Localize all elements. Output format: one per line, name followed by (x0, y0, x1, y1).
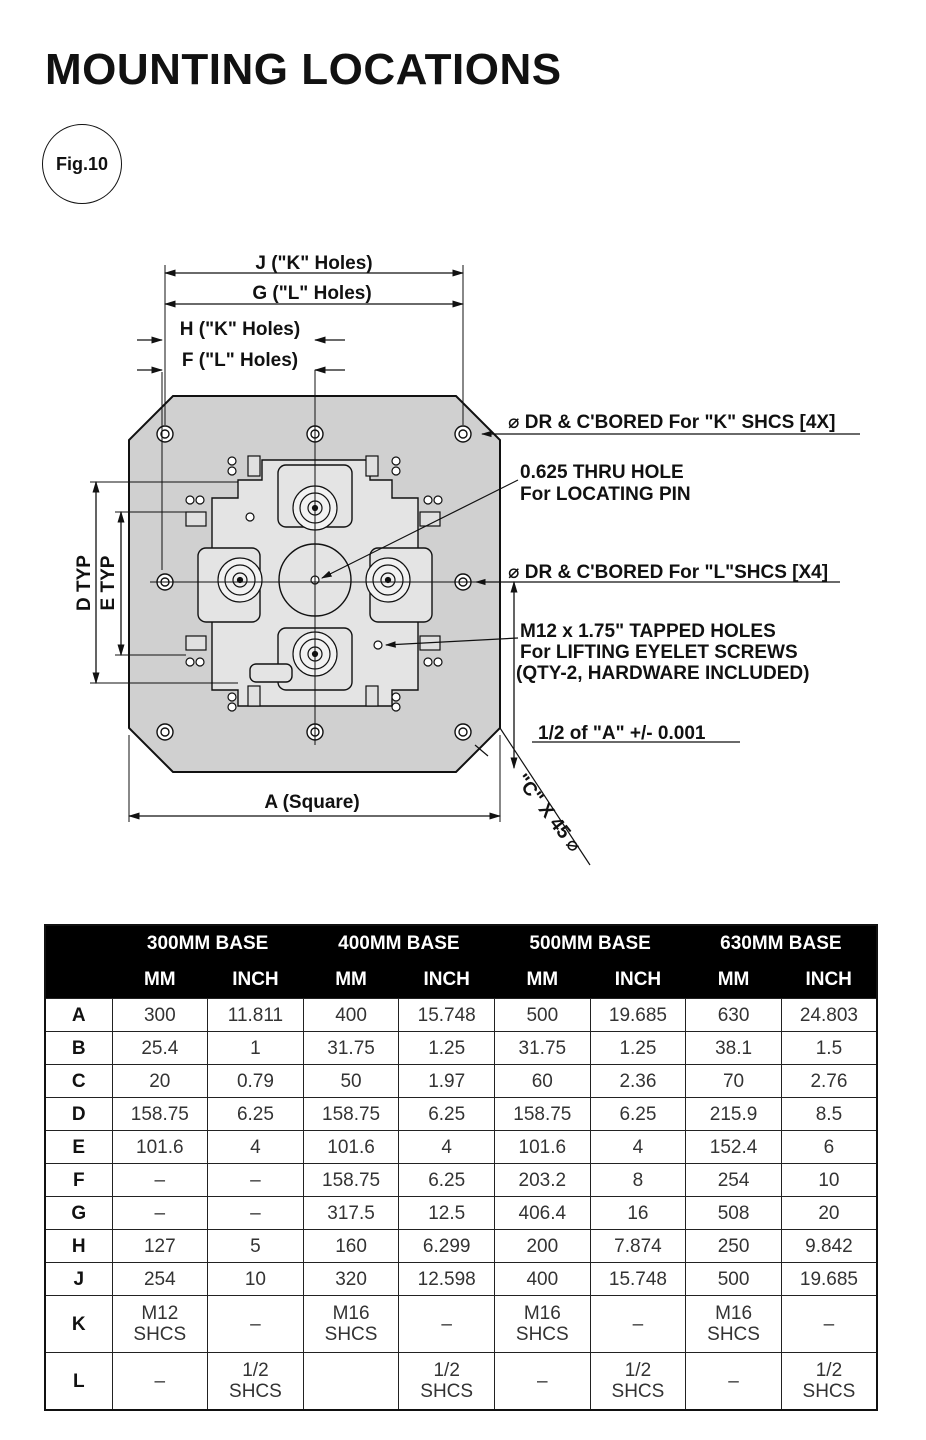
table-cell: 320 (303, 1263, 399, 1296)
table-cell: 158.75 (303, 1098, 399, 1131)
table-cell: – (208, 1197, 304, 1230)
table-cell: 6.299 (399, 1230, 495, 1263)
table-cell: 1.25 (399, 1032, 495, 1065)
row-label: G (45, 1197, 112, 1230)
group-header: 400MM BASE (303, 925, 494, 962)
table-cell: 2.36 (590, 1065, 686, 1098)
table-cell: – (590, 1296, 686, 1353)
table-unit-header (45, 962, 877, 999)
row-label: B (45, 1032, 112, 1065)
table-cell: 31.75 (303, 1032, 399, 1065)
table-cell: – (399, 1296, 495, 1353)
table-cell: – (495, 1353, 591, 1411)
table-cell: 50 (303, 1065, 399, 1098)
table-cell: – (781, 1296, 877, 1353)
table-cell (303, 1353, 399, 1411)
table-cell: 5 (208, 1230, 304, 1263)
table-cell: 158.75 (495, 1098, 591, 1131)
unit-header: MM (495, 962, 591, 999)
table-cell: 31.75 (495, 1032, 591, 1065)
table-cell: 6 (781, 1131, 877, 1164)
dim-c-label: "C" X 45 ⌀ (511, 770, 585, 857)
table-row (45, 1353, 877, 1411)
dim-j-label: J ("K" Holes) (255, 253, 373, 274)
table-cell: 101.6 (303, 1131, 399, 1164)
unit-header: INCH (590, 962, 686, 999)
unit-header: MM (303, 962, 399, 999)
row-label: F (45, 1164, 112, 1197)
table-cell: 152.4 (686, 1131, 782, 1164)
table-cell: 16 (590, 1197, 686, 1230)
table-cell: 400 (303, 999, 399, 1032)
table-cell: 1.25 (590, 1032, 686, 1065)
table-row (45, 999, 877, 1032)
table-row (45, 1230, 877, 1263)
table-cell: 10 (781, 1164, 877, 1197)
table-cell: 101.6 (495, 1131, 591, 1164)
table-cell: 6.25 (399, 1164, 495, 1197)
table-cell: 250 (686, 1230, 782, 1263)
table-row (45, 1197, 877, 1230)
table-cell: 4 (590, 1131, 686, 1164)
row-label: E (45, 1131, 112, 1164)
table-cell: 200 (495, 1230, 591, 1263)
table-cell: 4 (399, 1131, 495, 1164)
header-blank (45, 962, 112, 999)
dim-d-label: D TYP (74, 555, 95, 611)
table-cell: 158.75 (112, 1098, 208, 1131)
table-cell: 0.79 (208, 1065, 304, 1098)
dim-g-label: G ("L" Holes) (252, 283, 372, 304)
table-cell: 15.748 (590, 1263, 686, 1296)
table-cell: – (208, 1296, 304, 1353)
table-row (45, 1098, 877, 1131)
table-cell: – (112, 1197, 208, 1230)
table-cell: 630 (686, 999, 782, 1032)
table-cell: 19.685 (590, 999, 686, 1032)
table-cell: 254 (686, 1164, 782, 1197)
table-row (45, 1065, 877, 1098)
table-cell: 400 (495, 1263, 591, 1296)
callout-l-holes: ⌀ DR & C'BORED For "L"SHCS [X4] (508, 562, 829, 583)
table-cell: M16 SHCS (303, 1296, 399, 1353)
unit-header: MM (112, 962, 208, 999)
table-cell: 38.1 (686, 1032, 782, 1065)
callout-m12-3: (QTY-2, HARDWARE INCLUDED) (516, 663, 810, 684)
dim-a-label: A (Square) (264, 792, 360, 813)
table-cell: 254 (112, 1263, 208, 1296)
callout-k-holes: ⌀ DR & C'BORED For "K" SHCS [4X] (508, 412, 836, 433)
table-group-header (45, 925, 877, 962)
table-row (45, 1263, 877, 1296)
group-header: 630MM BASE (686, 925, 877, 962)
page-title: MOUNTING LOCATIONS (45, 45, 562, 94)
table-cell: 6.25 (208, 1098, 304, 1131)
table-cell: 101.6 (112, 1131, 208, 1164)
group-header: 500MM BASE (495, 925, 686, 962)
table-cell: 11.811 (208, 999, 304, 1032)
row-label: H (45, 1230, 112, 1263)
row-label: D (45, 1098, 112, 1131)
table-cell: 1.97 (399, 1065, 495, 1098)
table-row (45, 1131, 877, 1164)
table-cell: 20 (781, 1197, 877, 1230)
table-row (45, 1296, 877, 1353)
dim-f-label: F ("L" Holes) (181, 350, 299, 371)
table-cell: 158.75 (303, 1164, 399, 1197)
row-label: C (45, 1065, 112, 1098)
table-cell: 6.25 (590, 1098, 686, 1131)
table-cell: 203.2 (495, 1164, 591, 1197)
table-cell: 8 (590, 1164, 686, 1197)
table-cell: 406.4 (495, 1197, 591, 1230)
header-blank (45, 925, 112, 962)
callout-m12-2: For LIFTING EYELET SCREWS (520, 642, 798, 663)
table-cell: 1/2 SHCS (781, 1353, 877, 1411)
table-cell: 24.803 (781, 999, 877, 1032)
callout-thru-hole-1: 0.625 THRU HOLE (520, 462, 684, 483)
table-cell: – (686, 1353, 782, 1411)
table-cell: 9.842 (781, 1230, 877, 1263)
table-cell: M16 SHCS (495, 1296, 591, 1353)
table-cell: 160 (303, 1230, 399, 1263)
table-cell: – (112, 1353, 208, 1411)
unit-header: INCH (781, 962, 877, 999)
dimensions-table (44, 924, 878, 1411)
dim-h-label: H ("K" Holes) (179, 319, 301, 340)
table-cell: 6.25 (399, 1098, 495, 1131)
table-cell: 19.685 (781, 1263, 877, 1296)
callout-m12-1: M12 x 1.75" TAPPED HOLES (520, 621, 776, 642)
table-cell: 1 (208, 1032, 304, 1065)
table-cell: 20 (112, 1065, 208, 1098)
table-cell: 15.748 (399, 999, 495, 1032)
mounting-drawing (0, 230, 926, 880)
table-row (45, 1164, 877, 1197)
unit-header: INCH (208, 962, 304, 999)
row-label: J (45, 1263, 112, 1296)
table-cell: 1/2 SHCS (208, 1353, 304, 1411)
dim-e-label: E TYP (98, 555, 119, 611)
table-cell: 4 (208, 1131, 304, 1164)
callout-half-a: 1/2 of "A" +/- 0.001 (538, 723, 706, 744)
table-cell: 500 (686, 1263, 782, 1296)
figure-label: Fig.10 (42, 124, 122, 204)
row-label: K (45, 1296, 112, 1353)
callout-thru-hole-2: For LOCATING PIN (520, 484, 691, 505)
table-row (45, 1032, 877, 1065)
table-cell: 1/2 SHCS (399, 1353, 495, 1411)
table-cell: M16 SHCS (686, 1296, 782, 1353)
table-cell: 25.4 (112, 1032, 208, 1065)
table-cell: – (208, 1164, 304, 1197)
table-cell: 8.5 (781, 1098, 877, 1131)
unit-header: MM (686, 962, 782, 999)
table-cell: 70 (686, 1065, 782, 1098)
table-cell: 12.5 (399, 1197, 495, 1230)
table-cell: 127 (112, 1230, 208, 1263)
group-header: 300MM BASE (112, 925, 303, 962)
table-cell: 500 (495, 999, 591, 1032)
row-label: L (45, 1353, 112, 1411)
table-cell: – (112, 1164, 208, 1197)
table-cell: 317.5 (303, 1197, 399, 1230)
table-cell: 12.598 (399, 1263, 495, 1296)
table-cell: 10 (208, 1263, 304, 1296)
table-cell: 60 (495, 1065, 591, 1098)
table-cell: 300 (112, 999, 208, 1032)
table-cell: 7.874 (590, 1230, 686, 1263)
table-cell: 2.76 (781, 1065, 877, 1098)
table-cell: M12 SHCS (112, 1296, 208, 1353)
unit-header: INCH (399, 962, 495, 999)
table-cell: 508 (686, 1197, 782, 1230)
table-cell: 215.9 (686, 1098, 782, 1131)
row-label: A (45, 999, 112, 1032)
table-cell: 1/2 SHCS (590, 1353, 686, 1411)
table-cell: 1.5 (781, 1032, 877, 1065)
